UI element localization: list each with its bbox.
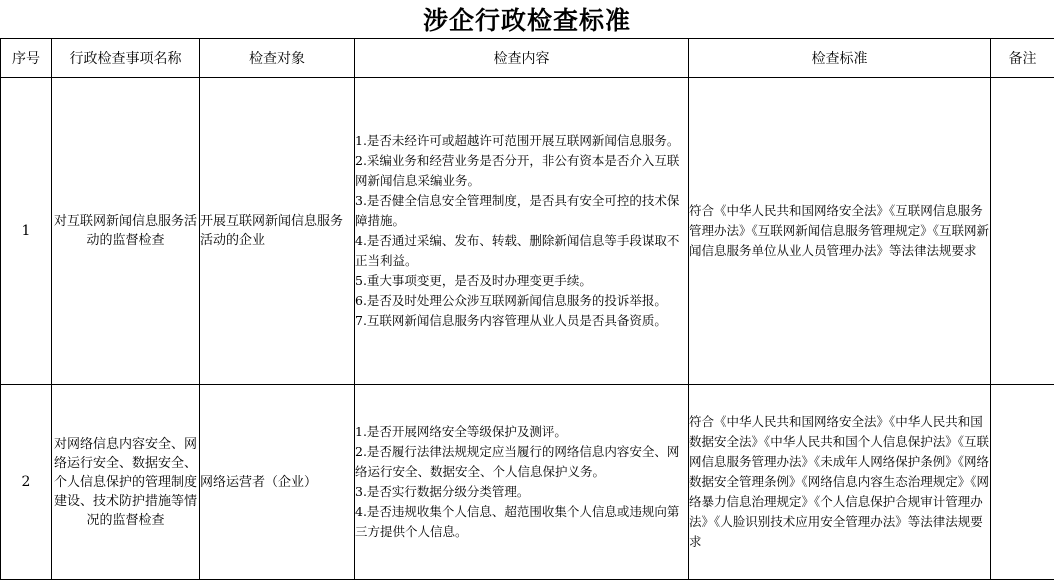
row-item-name: 对互联网新闻信息服务活动的监督检查	[52, 78, 200, 385]
inspection-standards-table	[0, 38, 1054, 580]
content-item: 6.是否及时处理公众涉互联网新闻信息服务的投诉举报。	[355, 291, 688, 311]
row-item-name: 对网络信息内容安全、网络运行安全、数据安全、个人信息保护的管理制度建设、技术防护措施等情况的监督检查	[52, 385, 200, 580]
row-standard: 符合《中华人民共和国网络安全法》《互联网信息服务管理办法》《互联网新闻信息服务管理规定》《互联网新闻信息服务单位从业人员管理办法》等法律法规要求	[689, 78, 991, 385]
table-row	[1, 78, 1054, 385]
table-header-row	[1, 39, 1054, 78]
content-item: 4.是否违规收集个人信息、超范围收集个人信息或违规向第三方提供个人信息。	[355, 502, 688, 542]
content-item: 2.采编业务和经营业务是否分开，非公有资本是否介入互联网新闻信息采编业务。	[355, 151, 688, 191]
content-item: 2.是否履行法律法规规定应当履行的网络信息内容安全、网络运行安全、数据安全、个人信息保护义务。	[355, 442, 688, 482]
content-item: 7.互联网新闻信息服务内容管理从业人员是否具备资质。	[355, 311, 688, 331]
header-standard: 检查标准	[689, 39, 991, 78]
header-content: 检查内容	[355, 39, 689, 78]
header-seq: 序号	[1, 39, 52, 78]
row-standard: 符合《中华人民共和国网络安全法》《中华人民共和国数据安全法》《中华人民共和国个人信息保护法》《互联网信息服务管理办法》《未成年人网络保护条例》《网络数据安全管理条例》《网络信息内容生态治理规定》《网络暴力信息治理规定》《个人信息保护合规审计管理办法》《人脸识别技术应用安全管理办法》等法律法规要求	[689, 385, 991, 580]
row-seq: 1	[1, 78, 52, 385]
header-remark: 备注	[991, 39, 1054, 78]
content-item: 3.是否实行数据分级分类管理。	[355, 482, 688, 502]
content-item: 5.重大事项变更，是否及时办理变更手续。	[355, 271, 688, 291]
row-target: 网络运营者（企业）	[200, 385, 355, 580]
row-seq: 2	[1, 385, 52, 580]
table-row	[1, 385, 1054, 580]
content-item: 3.是否健全信息安全管理制度，是否具有安全可控的技术保障措施。	[355, 191, 688, 231]
row-content	[355, 385, 689, 580]
row-content	[355, 78, 689, 385]
row-remark	[991, 78, 1054, 385]
row-remark	[991, 385, 1054, 580]
page-title: 涉企行政检查标准	[0, 0, 1054, 38]
content-item: 1.是否开展网络安全等级保护及测评。	[355, 422, 688, 442]
header-target: 检查对象	[200, 39, 355, 78]
row-target: 开展互联网新闻信息服务活动的企业	[200, 78, 355, 385]
header-item-name: 行政检查事项名称	[52, 39, 200, 78]
content-item: 4.是否通过采编、发布、转载、删除新闻信息等手段谋取不正当利益。	[355, 231, 688, 271]
content-item: 1.是否未经许可或超越许可范围开展互联网新闻信息服务。	[355, 131, 688, 151]
